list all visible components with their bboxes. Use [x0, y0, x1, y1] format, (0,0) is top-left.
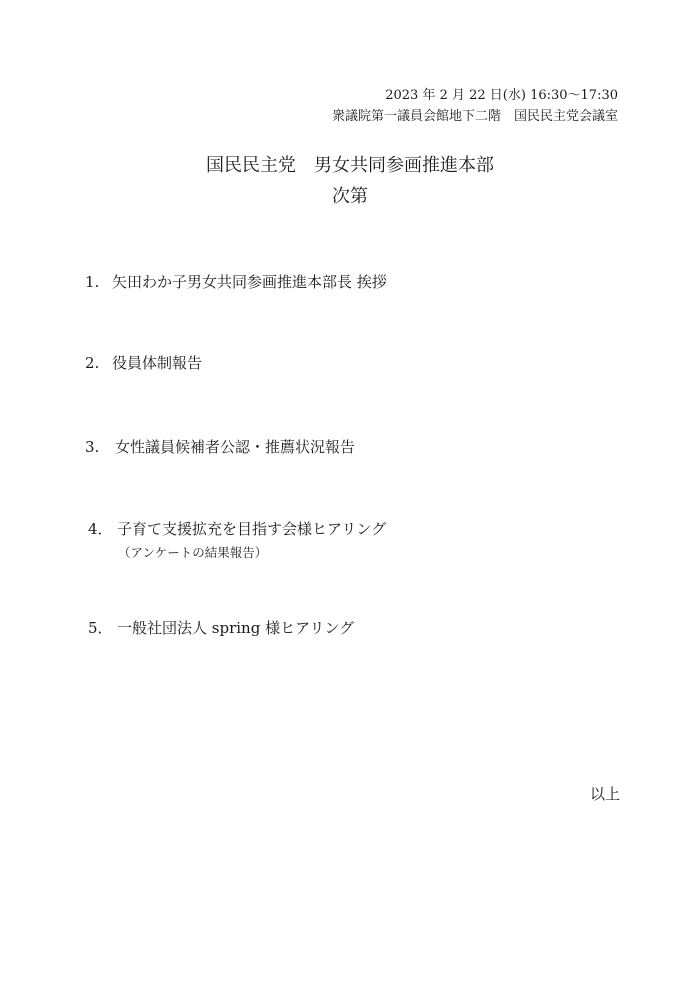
- agenda-item-text: 一般社団法人 spring 様ヒアリング: [117, 619, 355, 637]
- agenda-item: [85, 440, 355, 455]
- closing-text: 以上: [589, 785, 620, 803]
- agenda-item: [85, 356, 202, 371]
- agenda-item-text: 矢田わか子男女共同参画推進本部長 挨拶: [112, 273, 387, 291]
- agenda-item: [85, 275, 387, 290]
- document-subtitle: 次第: [332, 186, 368, 207]
- agenda-item-text: 女性議員候補者公認・推薦状況報告: [115, 438, 356, 456]
- agenda-item-number: 5．: [88, 619, 113, 637]
- agenda-item-number: 4．: [88, 520, 113, 538]
- document-title: 国民民主党 男女共同参画推進本部: [206, 155, 494, 176]
- agenda-item-number: 2.: [85, 354, 100, 372]
- agenda-item: [88, 621, 354, 636]
- agenda-item-note: （アンケートの結果報告）: [118, 545, 268, 560]
- agenda-item: [88, 522, 386, 537]
- agenda-item-text: 子育て支援拡充を目指す会様ヒアリング: [117, 520, 387, 538]
- agenda-item-number: 1.: [85, 273, 100, 291]
- header-location: 衆議院第一議員会館地下二階 国民民主党会議室: [331, 109, 618, 124]
- agenda-item-number: 3.: [85, 438, 100, 456]
- header-datetime: 2023 年 2 月 22 日(水) 16:30〜17:30: [385, 88, 618, 103]
- agenda-item-text: 役員体制報告: [112, 354, 203, 372]
